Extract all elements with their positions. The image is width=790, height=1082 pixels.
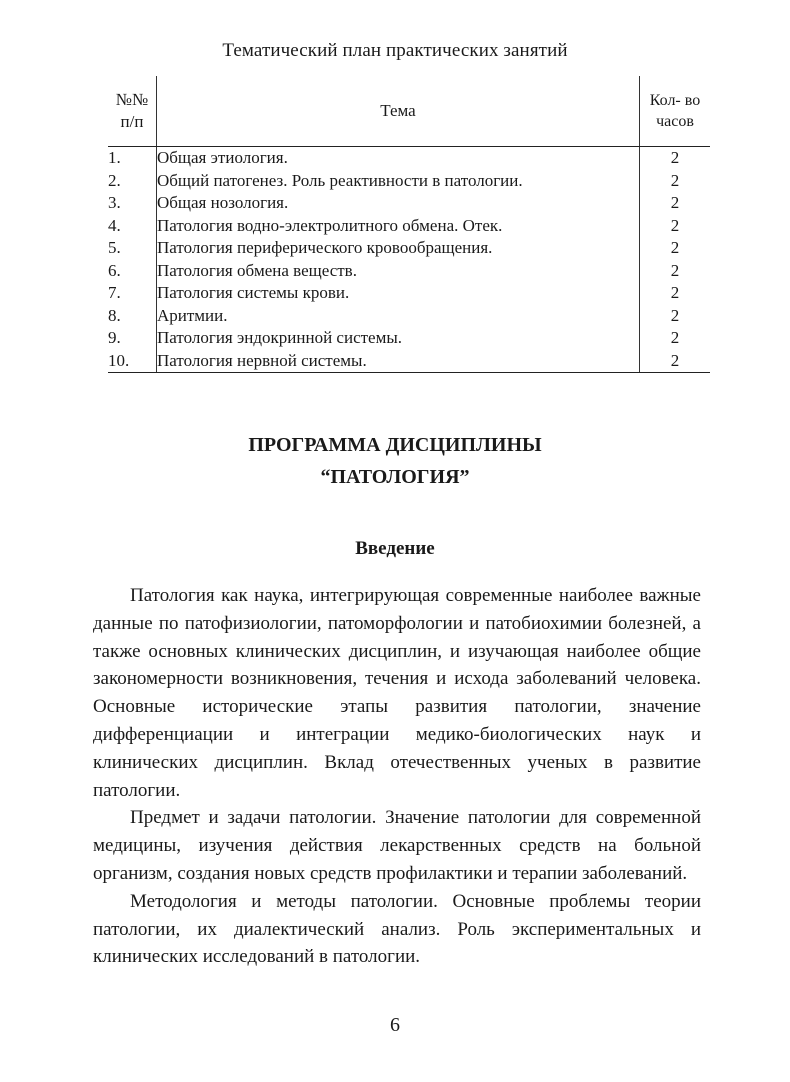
paragraph: Патология как наука, интегрирующая современные наиболее важные данные по патофизиологии, патоморфологии и патобиохимии болезней, а также основных клинических дисциплин, и изучающая наиболее общие закономерности возникновения, течения и исхода заболеваний человека. Основные исторические этапы развития патологии, значение дифференциации и интеграции медико-биологических наук и клинических дисциплин. Вклад отечественных ученых в развитие патологии. xyxy=(93,585,701,801)
table-row xyxy=(108,350,710,373)
page-number: 6 xyxy=(390,1014,400,1036)
row-topic: Патология водно-электролитного обмена. Отек. xyxy=(157,215,640,238)
row-topic: Патология периферического кровообращения. xyxy=(157,237,640,260)
intro-heading: Введение xyxy=(355,538,435,559)
row-hours: 2 xyxy=(670,148,680,167)
paragraph: Предмет и задачи патологии. Значение патологии для современной медицины, изучения действия лекарственных средств на больной организм, создания новых средств профилактики и терапии заболеваний. xyxy=(93,807,701,884)
row-topic: Патология системы крови. xyxy=(157,282,640,305)
row-topic: Аритмии. xyxy=(157,305,640,328)
row-hours: 2 xyxy=(640,350,711,373)
row-hours: 2 xyxy=(670,238,680,257)
row-topic: Общий патогенез. Роль реактивности в патологии. xyxy=(157,170,640,193)
table-row xyxy=(108,237,710,260)
row-hours: 2 xyxy=(670,305,680,325)
row-number: 9. xyxy=(108,327,157,350)
program-title-line1: ПРОГРАММА ДИСЦИПЛИНЫ xyxy=(248,434,542,456)
row-topic: Патология обмена веществ. xyxy=(157,260,640,283)
row-hours: 2 xyxy=(670,260,680,280)
row-hours: 2 xyxy=(670,193,680,212)
page-header: Тематический план практических занятий xyxy=(222,40,568,61)
row-topic: Патология нервной системы. xyxy=(157,350,640,373)
row-topic: Общая этиология. xyxy=(157,147,640,170)
row-topic: Общая нозология. xyxy=(157,192,640,215)
paragraph: Методология и методы патологии. Основные проблемы теории патологии, их диалектический анализ. Роль экспериментальных и клинических исследований в патологии. xyxy=(93,890,701,968)
row-hours: 2 xyxy=(670,170,680,190)
table-row xyxy=(108,215,710,238)
body-text xyxy=(93,582,701,971)
table-row xyxy=(108,282,710,305)
row-number: 3. xyxy=(108,192,157,215)
row-number: 6. xyxy=(108,260,157,283)
header-number: №№ п/п xyxy=(108,76,157,147)
table-row xyxy=(108,305,710,328)
table-header-row xyxy=(108,76,710,147)
header-topic: Тема xyxy=(157,76,640,147)
row-number: 8. xyxy=(108,305,157,328)
table-row xyxy=(108,147,710,170)
program-title xyxy=(0,429,790,493)
row-number: 4. xyxy=(108,215,157,238)
row-hours: 2 xyxy=(670,328,680,347)
program-title-line2: “ПАТОЛОГИЯ” xyxy=(320,466,470,488)
row-hours: 2 xyxy=(670,215,680,235)
thematic-plan-table xyxy=(108,76,710,373)
row-number: 2. xyxy=(108,170,157,193)
table-row xyxy=(108,260,710,283)
table-row xyxy=(108,192,710,215)
row-hours: 2 xyxy=(670,283,680,302)
table-row xyxy=(108,327,710,350)
row-number: 1. xyxy=(108,147,157,170)
row-number: 10. xyxy=(108,350,157,373)
header-hours: Кол- во часов xyxy=(640,76,711,147)
table-row xyxy=(108,170,710,193)
row-number: 7. xyxy=(108,282,157,305)
row-topic: Патология эндокринной системы. xyxy=(157,327,640,350)
row-number: 5. xyxy=(108,237,157,260)
